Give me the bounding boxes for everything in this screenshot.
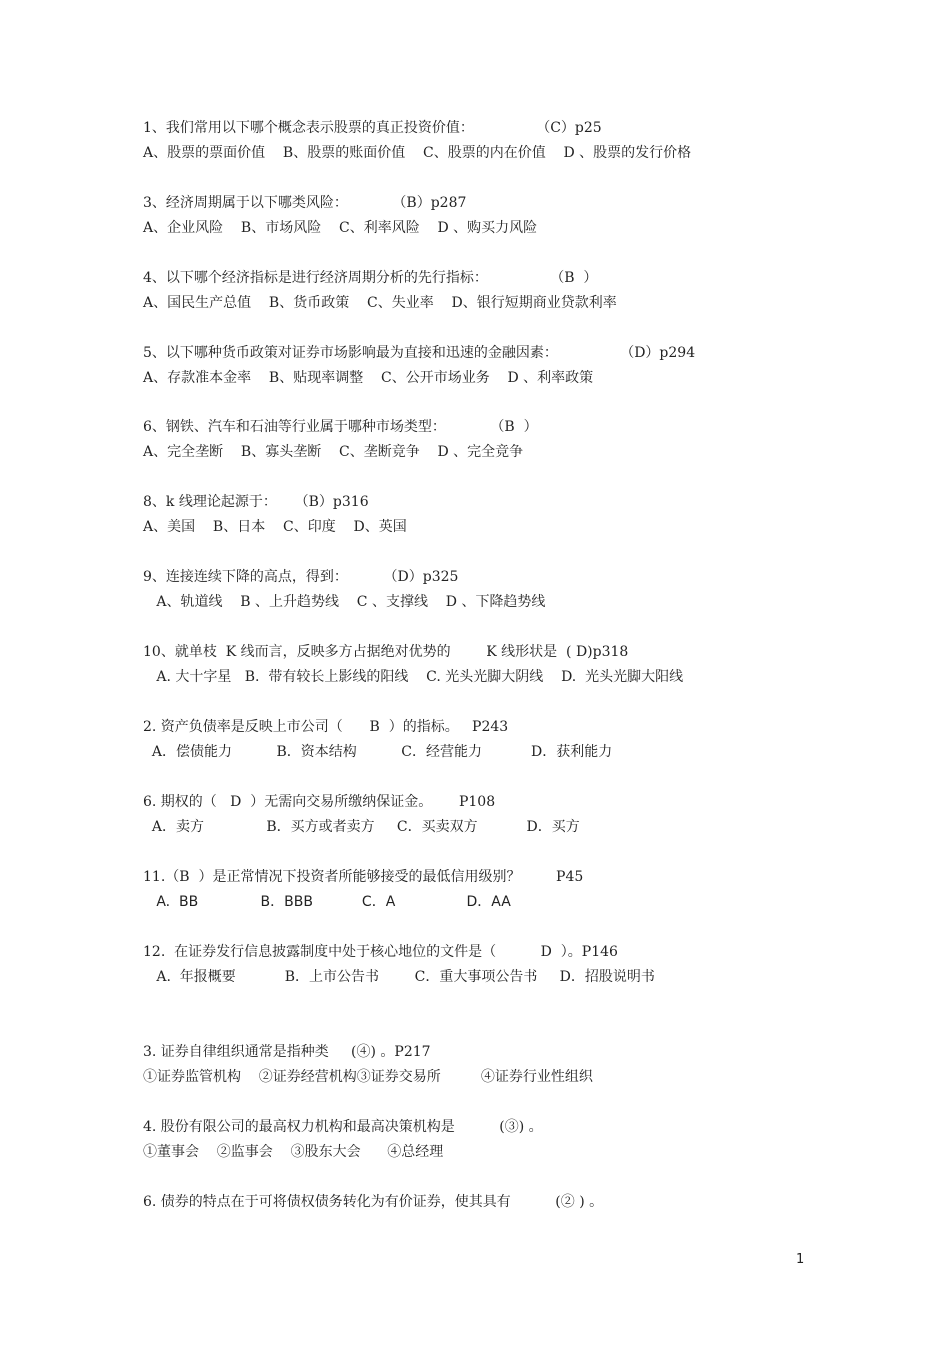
question-block (143, 640, 863, 690)
question-block (143, 565, 863, 615)
question-block (143, 415, 863, 465)
question-text: 3、经济周期属于以下哪类风险： （B）p287 (143, 195, 467, 211)
question-options: A、企业风险 B、市场风险 C、利率风险 D 、购买力风险 (143, 220, 538, 236)
question-text: 2. 资产负债率是反映上市公司（ B ）的指标。 P243 (143, 719, 509, 735)
page-number: 1 (796, 1252, 805, 1267)
question-text: 4、以下哪个经济指标是进行经济周期分析的先行指标： （B ） (143, 270, 598, 286)
question-block (143, 341, 863, 391)
question-block (143, 1190, 863, 1215)
question-text: 5、以下哪种货币政策对证券市场影响最为直接和迅速的金融因素： （D）p294 (143, 345, 696, 361)
question-options: A、股票的票面价值 B、股票的账面价值 C、股票的内在价值 D 、股票的发行价格 (143, 145, 692, 161)
question-text: 4. 股份有限公司的最高权力机构和最高决策机构是 (③) 。 (143, 1119, 543, 1135)
question-block (143, 266, 863, 316)
question-text: 8、k 线理论起源于： （B）p316 (143, 494, 369, 510)
question-options: A、完全垄断 B、寡头垄断 C、垄断竞争 D 、完全竞争 (143, 444, 524, 460)
question-options: A、存款准本金率 B、贴现率调整 C、公开市场业务 D 、利率政策 (143, 370, 594, 386)
question-options: A、国民生产总值 B、货币政策 C、失业率 D、银行短期商业贷款利率 (143, 295, 617, 311)
question-options: A、轨道线 B 、上升趋势线 C 、支撑线 D 、下降趋势线 (143, 594, 546, 610)
question-block (143, 1040, 863, 1090)
question-options: A. 年报概要 B．上市公告书 C．重大事项公告书 D．招股说明书 (143, 969, 655, 985)
question-text: 9、连接连续下降的高点，得到： （D）p325 (143, 569, 459, 585)
question-block (143, 790, 863, 840)
question-block (143, 1115, 863, 1165)
question-options: A. 大十字星 B. 带有较长上影线的阳线 C. 光头光脚大阴线 D. 光头光脚大阳线 (143, 669, 684, 685)
question-block (143, 865, 863, 915)
question-options: A．偿债能力 B．资本结构 C．经营能力 D．获利能力 (143, 744, 613, 760)
question-options: A．卖方 B．买方或者卖方 C．买卖双方 D．买方 (143, 819, 580, 835)
question-block (143, 940, 863, 990)
question-block (143, 116, 863, 166)
question-text: 10、就单枝 K 线而言，反映多方占据绝对优势的 K 线形状是 ( D)p318 (143, 644, 629, 660)
question-options: ①董事会 ②监事会 ③股东大会 ④总经理 (143, 1144, 444, 1160)
question-text: 1、我们常用以下哪个概念表示股票的真正投资价值： （C）p25 (143, 120, 602, 136)
question-text: 3. 证券自律组织通常是指种类 (④) 。P217 (143, 1044, 431, 1060)
question-options: A. BB B．BBB C．A D．AA (143, 894, 511, 910)
question-block (143, 715, 863, 765)
question-text: 11.（B ）是正常情况下投资者所能够接受的最低信用级别？ P45 (143, 869, 584, 885)
question-text: 6. 债券的特点在于可将债权债务转化为有价证券，使其具有 (② ) 。 (143, 1194, 604, 1210)
question-options: A、美国 B、日本 C、印度 D、英国 (143, 519, 407, 535)
question-options: ①证券监管机构 ②证券经营机构③证券交易所 ④证券行业性组织 (143, 1069, 593, 1085)
question-text: 6. 期权的（ D ）无需向交易所缴纳保证金。 P108 (143, 794, 496, 810)
question-block (143, 490, 863, 540)
question-text: 12. 在证券发行信息披露制度中处于核心地位的文件是（ D ）。P146 (143, 944, 618, 960)
question-block (143, 191, 863, 241)
question-text: 6、钢铁、汽车和石油等行业属于哪种市场类型： （B ） (143, 419, 538, 435)
